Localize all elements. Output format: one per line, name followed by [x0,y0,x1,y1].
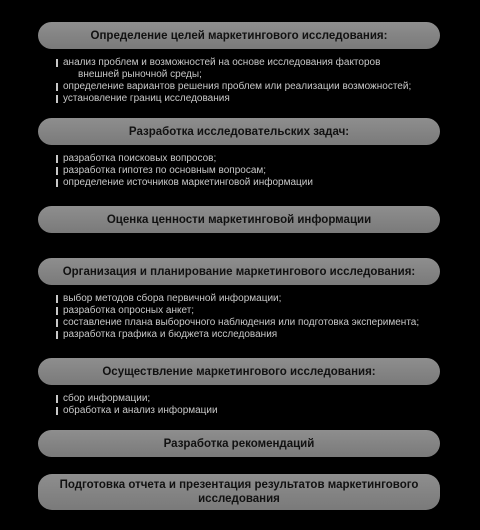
bullet-item-continuation: внешней рыночной среды; [78,69,202,80]
step-3-title: Оценка ценности маркетинговой информации [106,213,372,226]
step-6-title: Разработка рекомендаций [163,437,315,450]
step-5-bullets [56,393,456,417]
bullet-item: определение источников маркетинговой информации [56,177,456,189]
step-3-box [38,206,440,233]
step-1-title: Определение целей маркетингового исследования: [90,29,388,42]
step-2-title: Разработка исследовательских задач: [128,125,350,138]
bullet-item: анализ проблем и возможностей на основе исследования факторов [56,57,456,69]
step-4-bullets [56,293,456,341]
step-4-title: Организация и планирование маркетингового исследования: [62,265,416,278]
bullet-item: обработка и анализ информации [56,405,456,417]
bullet-item: установление границ исследования [56,93,456,105]
step-1-bullets [56,57,456,105]
step-1-box [38,22,440,49]
step-7-box [38,474,440,510]
step-5-box [38,358,440,385]
step-2-box [38,118,440,145]
step-2-bullets [56,153,456,189]
bullet-item: определение вариантов решения проблем или реализации возможностей; [56,81,456,93]
bullet-item: разработка поисковых вопросов; [56,153,456,165]
bullet-item: составление плана выборочного наблюдения или подготовка эксперимента; [56,317,456,329]
step-5-title: Осуществление маркетингового исследования: [102,365,376,378]
bullet-item: разработка гипотез по основным вопросам; [56,165,456,177]
step-4-box [38,258,440,285]
step-7-title: Подготовка отчета и презентация результатов маркетингового исследования [59,479,419,505]
bullet-item: выбор методов сбора первичной информации; [56,293,456,305]
step-6-box [38,430,440,457]
bullet-item: разработка опросных анкет; [56,305,456,317]
bullet-item: разработка графика и бюджета исследования [56,329,456,341]
bullet-item: сбор информации; [56,393,456,405]
